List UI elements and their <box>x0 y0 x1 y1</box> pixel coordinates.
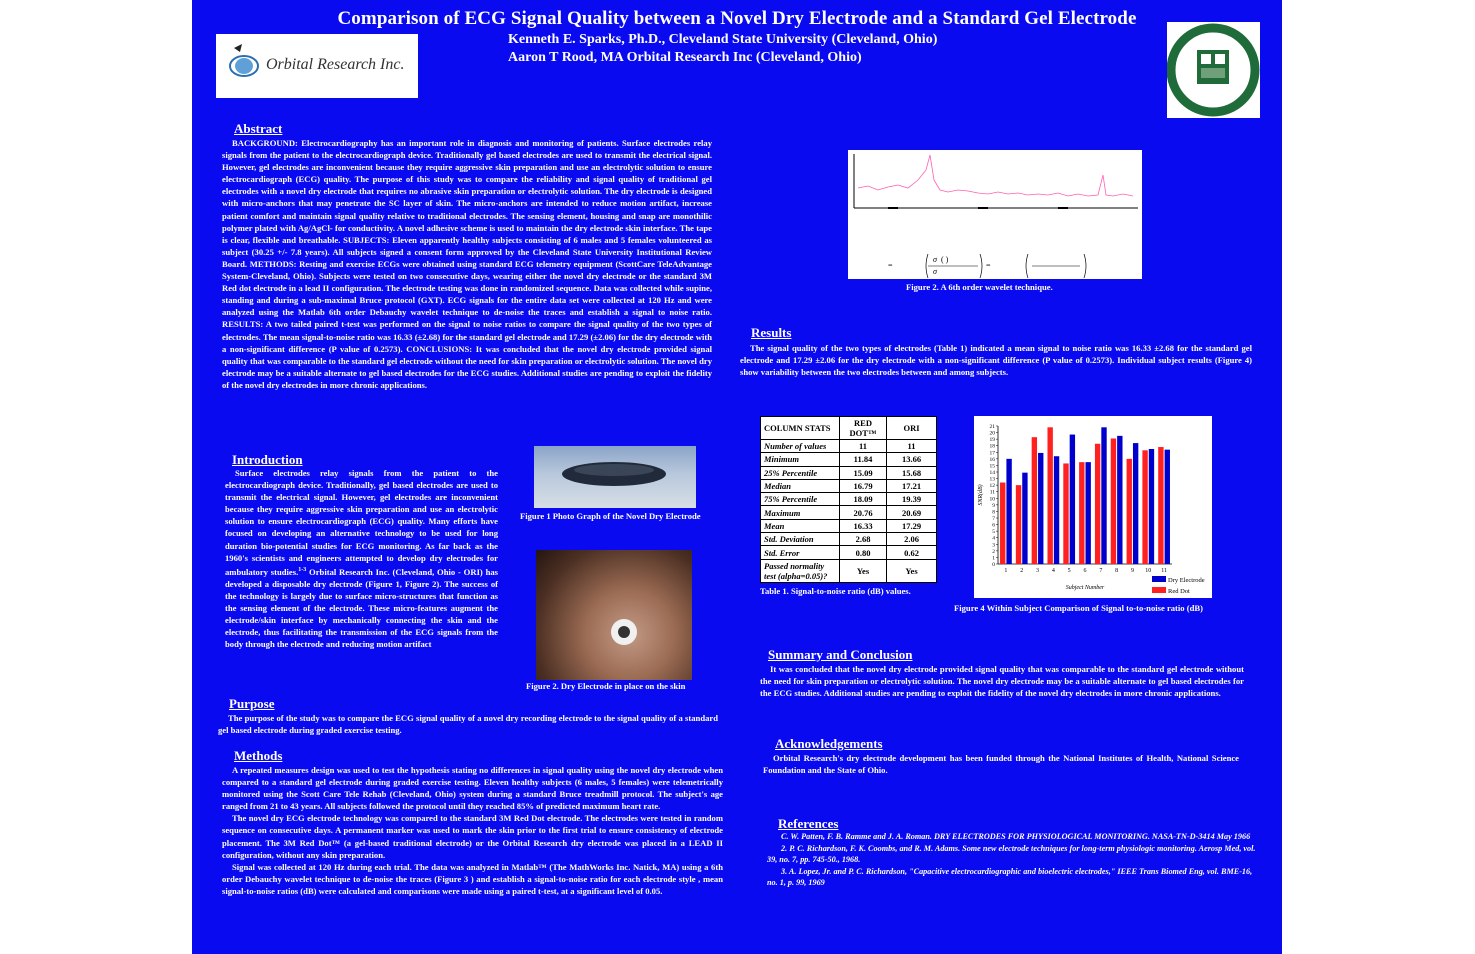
author-2: Aaron T Rood, MA Orbital Research Inc (Cleveland, Ohio) <box>508 50 862 65</box>
table-caption: Table 1. Signal-to-noise ratio (dB) values. <box>760 585 911 596</box>
table-cell: 16.33 <box>840 519 887 532</box>
methods-paragraph-1: A repeated measures design was used to test the hypothesis stating no differences in signal quality using the novel dry electrode when compared to a standard gel electrode during graded exercise testing. Eleven healthy subjects (6 males, 5 females) were telemetrically monitored using the Scott Care Tele Rehab (Cleveland, Ohio) system during a standard Bruce treadmill protocol. The subject's age ranged from 21 to 43 years. All subjects followed the protocol until they reached 85% of predicted maximum heart rate. <box>222 765 723 812</box>
dry-electrode-photo <box>534 446 696 508</box>
x-tick-label: 1 <box>1004 568 1008 574</box>
bar-red-dot <box>1000 483 1005 564</box>
bar-dry-electrode <box>1149 449 1154 564</box>
bar-dry-electrode <box>1070 435 1075 564</box>
purpose-text <box>218 712 718 736</box>
y-tick-label: 2 <box>992 548 995 555</box>
table-row-label: Mean <box>761 519 840 532</box>
table-cell: 15.09 <box>840 466 887 479</box>
x-tick-label: 4 <box>1051 568 1055 574</box>
table-cell: 2.06 <box>887 533 937 546</box>
summary-text <box>760 663 1244 699</box>
x-tick-label: 2 <box>1020 568 1024 574</box>
reference-item: 3. A. Lopez, Jr. and P. C. Richardson, "Capacitive electrocardiographic and bioelectric electrodes," IEEE Trans Biomed Eng, vol. BME-16, no. 1, p. 99, 1969 <box>767 866 1253 887</box>
results-text <box>740 342 1252 378</box>
bar-red-dot <box>1032 437 1037 564</box>
table-row <box>761 506 937 519</box>
formula-sigma-1: σ <box>933 255 937 264</box>
y-tick-label: 9 <box>992 502 995 509</box>
orbital-logo-text: Orbital Research Inc. <box>266 56 405 73</box>
bar-dry-electrode <box>1117 436 1122 564</box>
author-1: Kenneth E. Sparks, Ph.D., Cleveland State University (Cleveland, Ohio) <box>508 32 938 47</box>
acknowledgements-text <box>763 752 1239 776</box>
references-list <box>767 831 1257 889</box>
table-header-row <box>761 417 937 440</box>
y-tick-label: 16 <box>989 456 995 463</box>
table-row <box>761 559 937 582</box>
table-row-label: Passed normality test (alpha=0.05)? <box>761 559 840 582</box>
wavelet-figure-caption: Figure 2. A 6th order wavelet technique. <box>906 282 1053 292</box>
y-tick-label: 6 <box>992 522 995 529</box>
electrode-on-skin-photo <box>536 550 692 680</box>
table-row <box>761 440 937 453</box>
y-tick-label: 11 <box>989 489 995 496</box>
y-tick-label: 5 <box>992 529 995 536</box>
legend-label: Red Dot <box>1168 588 1190 595</box>
table-cell: Yes <box>840 559 887 582</box>
bar-dry-electrode <box>1006 459 1011 564</box>
methods-paragraph-3: Signal was collected at 120 Hz during each trial. The data was analyzed in Matlab™ (The MathWorks Inc. Natick, MA) using a 6th order Debauchy wavelet technique to de-noise the traces (Figure 3 ) and establish a signal-to-noise ratio for each electrode style , mean signal-to-noise ratios (dB) were calculated and comparisons were made using a paired t-test, at a significant level of 0.05. <box>222 861 723 896</box>
y-tick-label: 13 <box>989 476 995 483</box>
formula-equals-1: = <box>888 261 893 270</box>
bar-dry-electrode <box>1022 473 1027 564</box>
wavelet-trace-plot <box>848 150 1142 279</box>
table-cell: Yes <box>887 559 937 582</box>
introduction-paragraph-part2: Orbital Research Inc. (Cleveland, Ohio - ORI) has developed a disposable dry electrode (Figure 1, Figure 2). The success of the technology is largely due to surface micro-structures that function as the sensing element of the electrode. These micro-features augment the electrode/skin interface by mechanically connecting the skin and the electrode, thus facilitating the transmission of the ECG signals from the body through the electrode and reducing motion artifact <box>225 566 498 650</box>
wavelet-figure <box>848 150 1142 279</box>
formula-equals-2: = <box>986 261 991 270</box>
csu-seal <box>1167 22 1260 118</box>
abstract-heading: Abstract <box>234 121 283 136</box>
table-row-label: 25% Percentile <box>761 466 840 479</box>
poster-title: Comparison of ECG Signal Quality between a Novel Dry Electrode and a Standard Gel Electrode <box>337 8 1137 29</box>
x-axis-label: Subject Number <box>1065 585 1105 591</box>
bar-dry-electrode <box>1054 456 1059 564</box>
y-tick-label: 4 <box>992 535 995 542</box>
snr-bar-chart <box>974 416 1212 598</box>
orbital-globe-icon <box>222 40 272 100</box>
table-cell: 15.68 <box>887 466 937 479</box>
abstract-text <box>222 137 712 391</box>
table-header: ORI <box>887 417 937 440</box>
formula-paren: ( ) <box>941 255 949 264</box>
bar-red-dot <box>1016 485 1021 564</box>
y-tick-label: 3 <box>992 542 995 549</box>
bar-red-dot <box>1047 427 1052 564</box>
table-row-label: Minimum <box>761 453 840 466</box>
y-tick-label: 0 <box>992 562 995 568</box>
table-header: COLUMN STATS <box>761 417 840 440</box>
bar-dry-electrode <box>1133 443 1138 564</box>
figure-1-caption: Figure 1 Photo Graph of the Novel Dry Electrode <box>520 511 701 521</box>
bar-dry-electrode <box>1165 450 1170 564</box>
table-cell: 0.80 <box>840 546 887 559</box>
orbital-logo <box>216 34 418 98</box>
table-row-label: Number of values <box>761 440 840 453</box>
table-cell: 17.29 <box>887 519 937 532</box>
y-axis-label: SNR(dB) <box>978 484 984 506</box>
abstract-paragraph: BACKGROUND: Electrocardiography has an important role in diagnosis and monitoring of patients. Surface electrodes relay signals from the patient to the electrocardiograph device. Traditionally gel based electrodes are used to transmit the electrical signal. However, gel electrodes are inconvenient because they require aggressive skin preparation and use an electrolytic solution to ensure electrocardiograph (ECG) quality. The purpose of this study was to compare the reliability and signal quality of traditional gel electrodes with a novel dry electrode that requires no abrasive skin preparation or electrolytic solution. The dry electrode is designed with micro-anchors that may penetrate the SC layer of skin. The micro-anchors are intended to reduce motion artifact, increase patient comfort and maintain signal quality relative to traditional electrodes. The sensing element, housing and snap are monothilic polymer plated with Ag/AgCl- for conductivity. A novel adhesive scheme is used to maintain the dry electrode skin interface. The tape is clear, flexible and breathable. SUBJECTS: Eleven apparently healthy subjects consisting of 6 males and 5 females volunteered as subject (30.25 +/- 7.8 years). All subjects signed a consent form approved by the Cleveland State University Institutional Review Board. METHODS: Resting and exercise ECGs were obtained using standard ECG telemetry equipment (ScottCare TeleAdvantage System-Cleveland, Ohio). Subjects were tested on two consecutive days, wearing either the novel dry electrode or the standard 3M Red dot electrode in a lead II configuration. The electrode testing was done in randomized sequence. Data was collected while supine, standing and during a sub-maximal Bruce protocol (GXT). ECG signals for the entire data set were collected at 120 Hz and were analyzed using the Matlab 6th order Debauchy wavelet technique to de-noise the traces and establish a signal to noise ratio. RESULTS: A two tailed paired t-test was performed on the signal to noise ratios to compare the signal quality of the two types of electrodes. The mean signal-to-noise ratio was 16.33 (±2.68) for the standard gel electrode and 17.29 (±2.06) for the dry electrode with a non-significant difference (P value of 0.2573). CONCLUSIONS: It was concluded that the novel dry electrode provided signal quality that was comparable to the standard gel electrode without the need for skin preparation or electrolytic solution. The novel dry electrode may be a suitable alternate to gel based electrodes for the ECG studies. Additional studies are pending to exploit the fidelity of the novel dry electrodes in more chronic applications. <box>222 138 712 390</box>
table-cell: 11.84 <box>840 453 887 466</box>
introduction-text <box>225 467 498 650</box>
y-tick-label: 18 <box>989 443 995 450</box>
bar-dry-electrode <box>1038 453 1043 564</box>
x-tick-label: 9 <box>1130 568 1134 574</box>
table-cell: 11 <box>840 440 887 453</box>
table-row <box>761 519 937 532</box>
acknowledgements-heading: Acknowledgements <box>775 736 883 751</box>
x-tick-label: 3 <box>1036 568 1040 574</box>
table-row <box>761 466 937 479</box>
table-cell: 13.66 <box>887 453 937 466</box>
y-tick-label: 21 <box>989 424 995 430</box>
bar-red-dot <box>1158 447 1163 564</box>
x-tick-label: 10 <box>1145 568 1152 574</box>
electrode-on-skin-shape <box>536 550 692 680</box>
x-tick-label: 5 <box>1067 568 1071 574</box>
purpose-heading: Purpose <box>229 696 275 711</box>
introduction-paragraph <box>225 467 498 650</box>
methods-text <box>222 764 723 897</box>
y-tick-label: 1 <box>992 555 995 562</box>
table-row <box>761 493 937 506</box>
poster <box>192 0 1282 954</box>
table-row <box>761 533 937 546</box>
y-tick-label: 17 <box>989 450 995 457</box>
bar-red-dot <box>1063 463 1068 564</box>
table-cell: 20.69 <box>887 506 937 519</box>
bar-dry-electrode <box>1101 427 1106 564</box>
figure-4-caption: Figure 4 Within Subject Comparison of Signal to-to-noise ratio (dB) <box>954 603 1203 613</box>
acknowledgements-paragraph: Orbital Research's dry electrode development has been funded through the National Institutes of Health, National Science Foundation and the State of Ohio. <box>763 753 1239 776</box>
introduction-paragraph-part1: Surface electrodes relay signals from the patient to the electrocardiograph device. Traditionally, gel based electrodes are used to transmit the electrical signal. However, gel electrodes are inconvenient because they require aggressive skin preparation and use an electrolytic solution to ensure electrocardiograph (ECG) quality. Many efforts have focused on developing an alternative technology to be used for long duration bio-potential studies for ECG monitoring. As far back as the 1960's scientists and engineers attempted to develop dry electrodes for ambulatory studies. <box>225 468 498 577</box>
table-row-label: Median <box>761 479 840 492</box>
stats-table-wrap <box>760 416 937 596</box>
bar-red-dot <box>1127 459 1132 564</box>
references-heading: References <box>778 816 839 831</box>
methods-heading: Methods <box>234 748 283 763</box>
table-row-label: Maximum <box>761 506 840 519</box>
formula-sigma-2: σ <box>933 267 937 276</box>
y-tick-label: 14 <box>989 470 995 476</box>
bar-red-dot <box>1079 462 1084 564</box>
table-row <box>761 453 937 466</box>
y-tick-label: 20 <box>989 430 995 437</box>
table-row <box>761 546 937 559</box>
table-row <box>761 479 937 492</box>
table-cell: 20.76 <box>840 506 887 519</box>
table-cell: 16.79 <box>840 479 887 492</box>
x-tick-label: 8 <box>1115 568 1119 574</box>
table-header: RED DOT™ <box>840 417 887 440</box>
table-cell: 17.21 <box>887 479 937 492</box>
table-cell: 18.09 <box>840 493 887 506</box>
x-tick-label: 11 <box>1161 568 1167 574</box>
table-cell: 2.68 <box>840 533 887 546</box>
dry-electrode-shape <box>534 446 696 508</box>
table-cell: 19.39 <box>887 493 937 506</box>
citation-superscript: 1-3 <box>298 566 307 573</box>
table-cell: 11 <box>887 440 937 453</box>
y-tick-label: 12 <box>989 483 995 490</box>
stats-table <box>760 416 937 583</box>
table-row-label: Std. Deviation <box>761 533 840 546</box>
bar-dry-electrode <box>1086 462 1091 564</box>
y-tick-label: 7 <box>992 516 995 522</box>
y-tick-label: 19 <box>989 437 995 444</box>
x-tick-label: 7 <box>1099 568 1103 574</box>
legend-swatch <box>1152 587 1166 593</box>
x-tick-label: 6 <box>1083 568 1087 574</box>
summary-paragraph: It was concluded that the novel dry electrode provided signal quality that was comparable to the standard gel electrode without the need for skin preparation or electrolytic solution. The novel dry electrode may be a suitable alternate to gel based electrodes for the ECG studies. Additional studies are pending to exploit the fidelity of the novel dry electrodes in more chronic applications. <box>760 664 1244 699</box>
legend-swatch <box>1152 576 1166 582</box>
purpose-paragraph: The purpose of the study was to compare the ECG signal quality of a novel dry recording electrode to the signal quality of a standard gel based electrode during graded exercise testing. <box>218 713 718 736</box>
csu-seal-icon <box>1167 22 1260 118</box>
methods-paragraph-2: The novel dry ECG electrode technology was compared to the standard 3M Red Dot electrode. The electrodes were tested in random sequence on consecutive days. A permanent marker was used to mark the skin prior to the first trial to ensure consistency of electrode placement. The 3M Red Dot™ (a gel-based traditional electrode) or the Orbital Research dry electrode was placed in a LEAD II configuration, without any skin preparation. <box>222 813 723 860</box>
figure-2-caption: Figure 2. Dry Electrode in place on the skin <box>526 681 686 691</box>
bar-red-dot <box>1111 438 1116 564</box>
legend-label: Dry Electrode <box>1168 577 1205 584</box>
y-tick-label: 15 <box>989 463 995 470</box>
table-row-label: Std. Error <box>761 546 840 559</box>
reference-item: 2. P. C. Richardson, F. K. Coombs, and R. M. Adams. Some new electrode techniques for long-term physiologic monitoring. Aerosp Med, vol. 39, no. 7, pp. 745-50., 1968. <box>767 843 1256 864</box>
results-heading: Results <box>751 325 792 340</box>
introduction-heading: Introduction <box>232 452 303 467</box>
bar-red-dot <box>1142 450 1147 564</box>
y-tick-label: 8 <box>992 509 995 516</box>
bar-red-dot <box>1095 444 1100 564</box>
results-paragraph: The signal quality of the two types of electrodes (Table 1) indicated a mean signal to noise ratio was 16.33 ±2.68 for the standard gel electrode and 17.29 ±2.06 for the dry electrode with a non-significant difference (P value of 0.2573). Individual subject results (Figure 4) show variability between the two electrodes between and among subjects. <box>740 343 1252 378</box>
snr-bar-chart-svg <box>974 416 1212 598</box>
table-row-label: 75% Percentile <box>761 493 840 506</box>
summary-heading: Summary and Conclusion <box>768 647 913 662</box>
reference-item: C. W. Patten, F. B. Ramme and J. A. Roman. DRY ELECTRODES FOR PHYSIOLOGICAL MONITORING. NASA-TN-D-3414 May 1966 <box>781 832 1251 841</box>
table-cell: 0.62 <box>887 546 937 559</box>
y-tick-label: 10 <box>989 496 995 503</box>
stats-table-body <box>761 440 937 583</box>
